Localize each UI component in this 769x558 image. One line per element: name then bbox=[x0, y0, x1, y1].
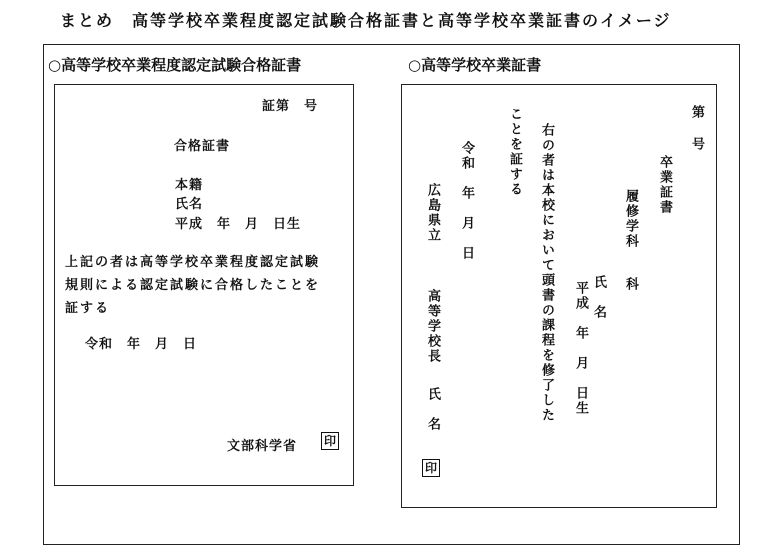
name-label: 氏名 bbox=[175, 197, 204, 212]
honseki-label: 本籍 bbox=[175, 178, 204, 193]
cert-body-line1: 右の者は本校において頭書の課程を修了した bbox=[539, 123, 554, 423]
issuer-name: 文部科学省 bbox=[227, 439, 298, 454]
course-label: 履修学科 bbox=[623, 189, 638, 249]
principal-title: 高等学校長 bbox=[425, 289, 440, 364]
graduate-birth-date: 平成 年 月 日生 bbox=[573, 281, 588, 416]
principal-name: 氏 名 bbox=[425, 387, 440, 432]
seal-stamp: 印 bbox=[321, 432, 339, 450]
cert-number: 証第 号 bbox=[262, 99, 319, 114]
course-ka: 科 bbox=[623, 277, 638, 292]
birth-date-label: 平成 年 月 日生 bbox=[175, 217, 302, 232]
cert-heading: 合格証書 bbox=[174, 139, 231, 154]
certificate-body: 上記の者は高等学校卒業程度認定試験 規則による認定試験に合格したことを 証する bbox=[65, 255, 321, 316]
cert-title: 卒業証書 bbox=[657, 155, 672, 215]
seal-stamp: 印 bbox=[422, 459, 440, 477]
issue-date: 令和 年 月 日 bbox=[459, 141, 474, 261]
left-section-title: ○高等学校卒業程度認定試験合格証書 bbox=[48, 56, 302, 74]
page-title: まとめ 高等学校卒業程度認定試験合格証書と高等学校卒業証書のイメージ bbox=[60, 11, 672, 30]
right-section-title: ○高等学校卒業証書 bbox=[408, 56, 542, 74]
graduate-name: 氏 名 bbox=[591, 275, 606, 320]
cert-gou: 号 bbox=[689, 137, 704, 152]
cert-dai: 第 bbox=[689, 105, 704, 120]
pass-certificate bbox=[54, 84, 354, 486]
issue-date: 令和 年 月 日 bbox=[85, 337, 198, 352]
cert-body-line2: ことを証する bbox=[507, 107, 522, 197]
graduation-certificate bbox=[401, 84, 717, 508]
school-prefecture: 広島県立 bbox=[425, 183, 440, 243]
